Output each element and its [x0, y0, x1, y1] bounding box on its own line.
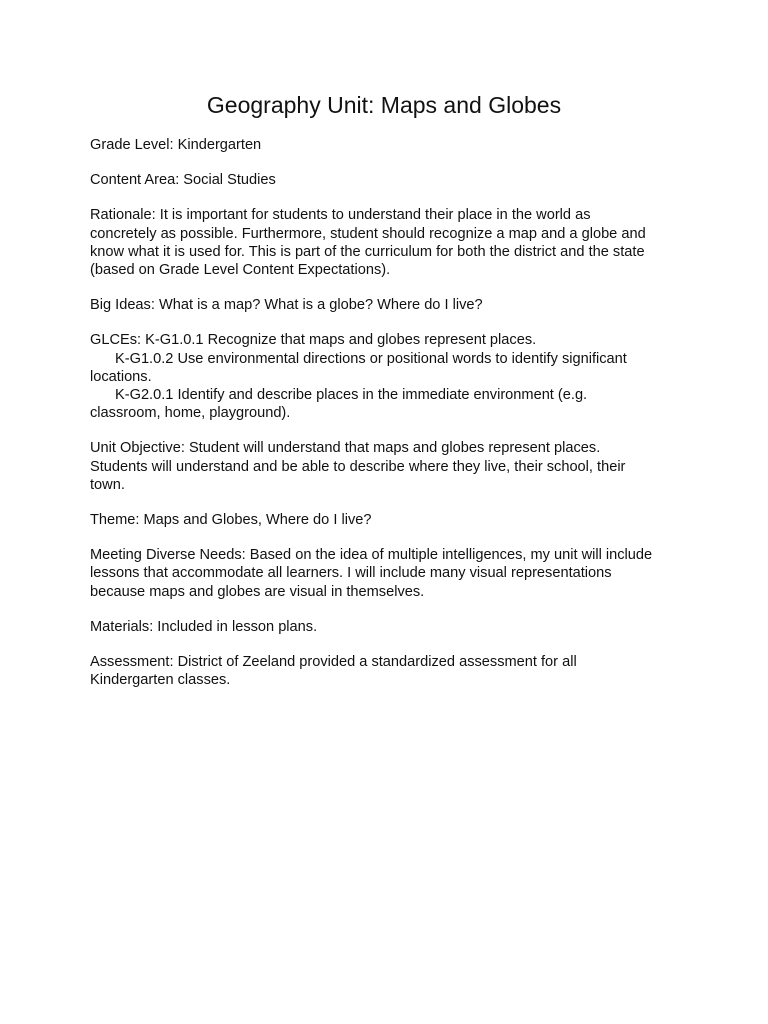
document-body [90, 136, 690, 706]
text-line-indented: K-G1.0.2 Use environmental directions or positional words to identify significant [115, 350, 627, 367]
page-title: Geography Unit: Maps and Globes [206, 92, 562, 118]
text-line: GLCEs: K-G1.0.1 Recognize that maps and globes represent places. [90, 332, 537, 349]
diverse-needs-paragraph [90, 546, 690, 601]
text-line: Content Area: Social Studies [90, 172, 276, 189]
text-line-indented: K-G2.0.1 Identify and describe places in the immediate environment (e.g. [115, 387, 588, 404]
unit-objective-paragraph [90, 439, 690, 494]
text-line: Assessment: District of Zeeland provided a standardized assessment for all [90, 654, 577, 671]
theme-paragraph [90, 511, 690, 529]
text-line: Grade Level: Kindergarten [90, 137, 262, 153]
content-area-paragraph [90, 171, 690, 189]
text-line: Materials: Included in lesson plans. [90, 618, 318, 635]
text-line: Unit Objective: Student will understand that maps and globes represent places. [90, 440, 601, 457]
rationale-paragraph [90, 206, 690, 279]
text-line: classroom, home, playground). [90, 405, 291, 422]
text-line: town. [90, 476, 125, 493]
text-line: locations. [90, 368, 152, 385]
text-line: (based on Grade Level Content Expectations). [90, 262, 391, 279]
big-ideas-paragraph [90, 296, 690, 314]
text-line: because maps and globes are visual in themselves. [90, 583, 425, 600]
text-line: concretely as possible. Furthermore, student should recognize a map and a globe and [90, 225, 646, 242]
text-line: know what it is used for. This is part of the curriculum for both the district and the state [90, 243, 645, 260]
text-line: Rationale: It is important for students to understand their place in the world as [90, 207, 591, 224]
text-line: Meeting Diverse Needs: Based on the idea of multiple intelligences, my unit will include [90, 547, 653, 564]
materials-paragraph [90, 618, 690, 636]
text-line: Theme: Maps and Globes, Where do I live? [90, 512, 372, 529]
text-line: Big Ideas: What is a map? What is a globe? Where do I live? [90, 297, 483, 314]
grade-level-paragraph [90, 136, 690, 154]
assessment-paragraph [90, 653, 690, 689]
text-line: Kindergarten classes. [90, 672, 231, 689]
text-line: Students will understand and be able to describe where they live, their school, their [90, 458, 626, 475]
glces-paragraph [90, 331, 690, 422]
text-line: lessons that accommodate all learners. I will include many visual representations [90, 565, 612, 582]
